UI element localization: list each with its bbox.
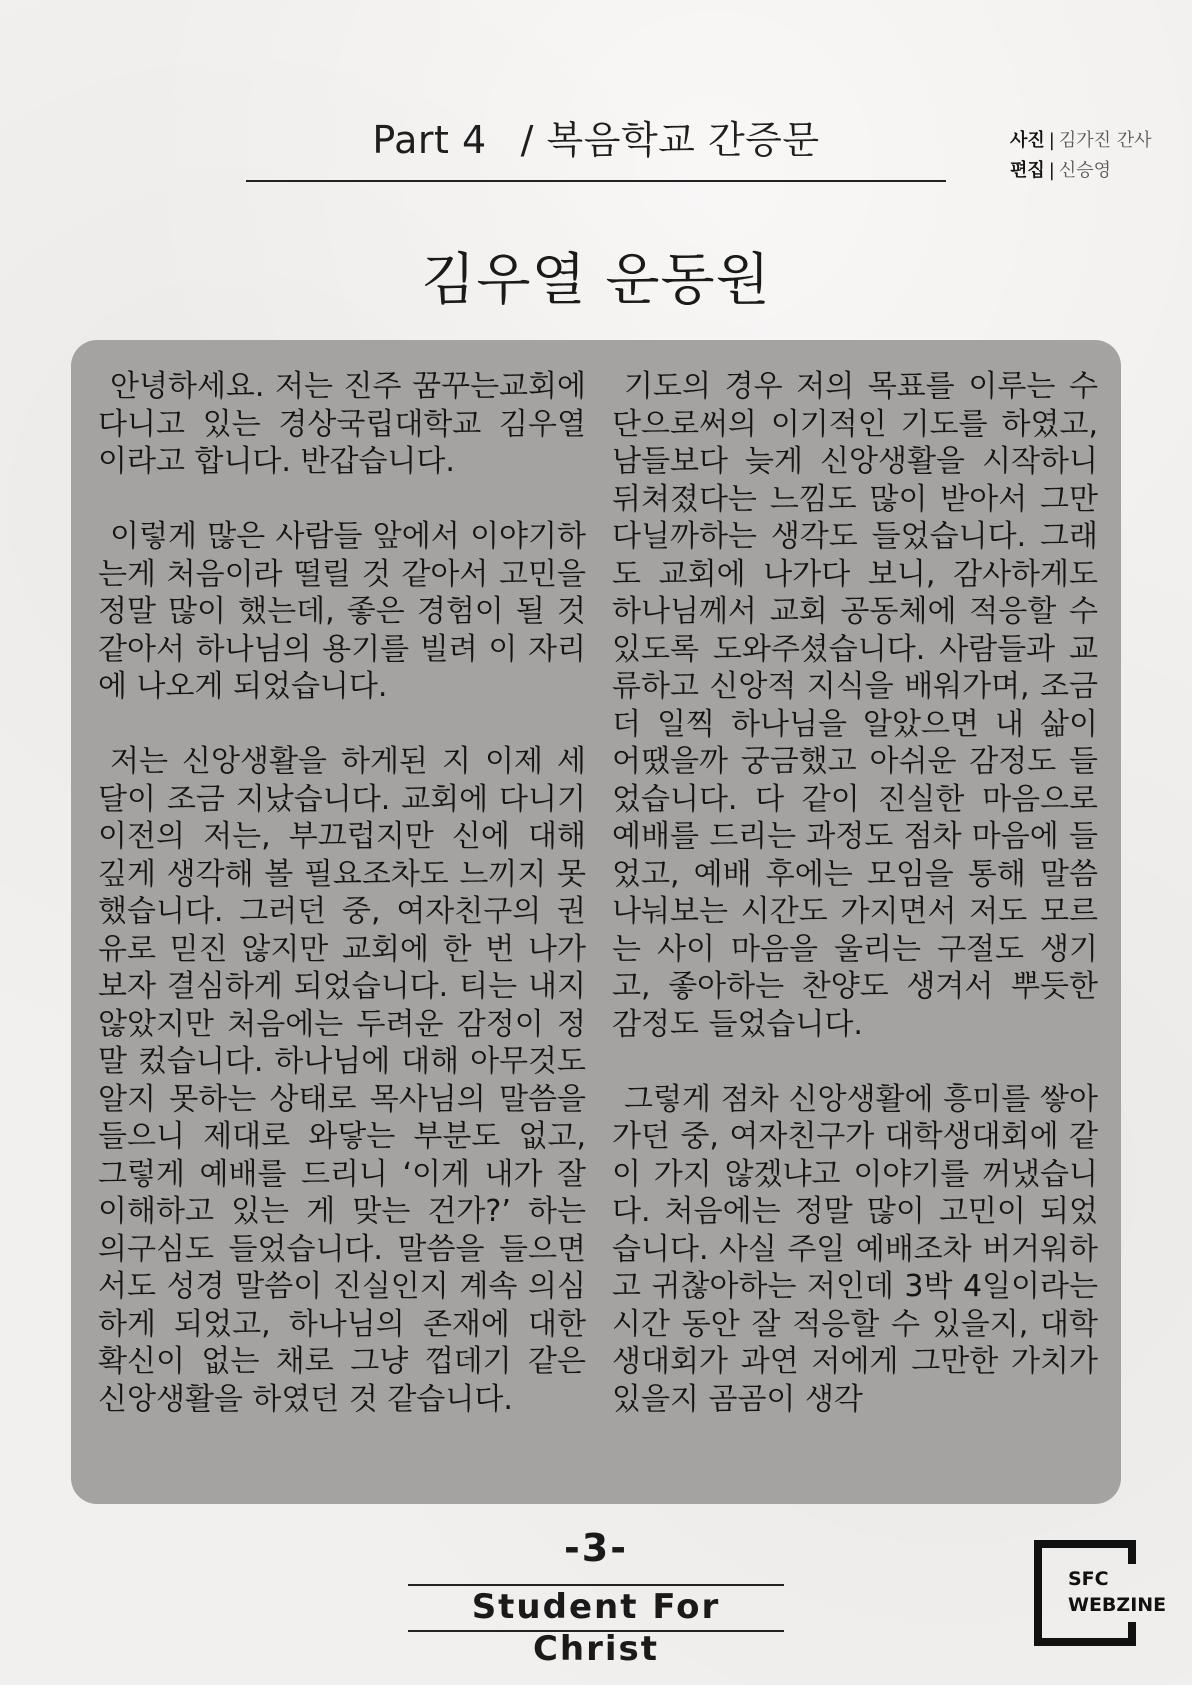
credits xyxy=(1010,126,1152,186)
credit-name: 김가진 간사 xyxy=(1058,130,1152,151)
section-heading xyxy=(246,112,946,168)
section-label: / 복음학교 간증문 xyxy=(520,118,820,162)
credit-role: 편집 xyxy=(1010,160,1045,181)
header-divider xyxy=(246,180,946,182)
logo-text xyxy=(1068,1566,1166,1618)
part-label: Part 4 xyxy=(372,118,487,162)
page-number: -3- xyxy=(564,1526,628,1570)
credit-editor xyxy=(1010,156,1152,186)
logo-line-webzine: WEBZINE xyxy=(1068,1594,1167,1616)
credit-name: 신승영 xyxy=(1058,160,1112,181)
credit-photo xyxy=(1010,126,1152,156)
body-paragraph: 이렇게 많은 사람들 앞에서 이야기하는게 처음이라 떨릴 것 같아서 고민을 정말 많이 했는데, 좋은 경험이 될 것 같아서 하나님의 용기를 빌려 이 자리에 나오게 되었습니다. xyxy=(98,519,586,704)
body-paragraph: 안녕하세요. 저는 진주 꿈꾸는교회에 다니고 있는 경상국립대학교 김우열이라고 합니다. 반갑습니다. xyxy=(98,369,586,479)
author-title: 김우열 운동원 xyxy=(421,248,771,313)
credit-separator: | xyxy=(1048,130,1055,151)
credit-separator: | xyxy=(1048,160,1055,181)
credit-role: 사진 xyxy=(1010,130,1045,151)
footer-brand: Student For Christ xyxy=(408,1584,784,1632)
left-column xyxy=(98,368,586,1418)
logo-line-sfc: SFC xyxy=(1068,1568,1109,1590)
body-paragraph: 기도의 경우 저의 목표를 이루는 수단으로써의 이기적인 기도를 하였고, 남들보다 늦게 신앙생활을 시작하니 뒤쳐졌다는 느낌도 많이 받아서 그만 다닐까하는 생각도 들었습니다. 그래도 교회에 나가다 보니, 감사하게도 하나님께서 교회 공동체에 적응할 수 있도록 도와주셨습니다. 사람들과 교류하고 신앙적 지식을 배워가며, 조금 더 일찍 하나님을 알았으면 내 삶이 어땠을까 궁금했고 아쉬운 감정도 들었습니다. 다 같이 진실한 마음으로 예배를 드리는 과정도 점차 마음에 들었고, 예배 후에는 모임을 통해 말씀 나눠보는 시간도 가지면서 저도 모르는 사이 마음을 울리는 구절도 생기고, 좋아하는 찬양도 생겨서 뿌듯한 감정도 들었습니다. xyxy=(612,369,1098,1042)
body-paragraph: 저는 신앙생활을 하게된 지 이제 세 달이 조금 지났습니다. 교회에 다니기 이전의 저는, 부끄럽지만 신에 대해 깊게 생각해 볼 필요조차도 느끼지 못했습니다. 그러던 중, 여자친구의 권유로 믿진 않지만 교회에 한 번 나가보자 결심하게 되었습니다. 티는 내지 않았지만 처음에는 두려운 감정이 정말 컸습니다. 하나님에 대해 아무것도 알지 못하는 상태로 목사님의 말씀을 들으니 제대로 와닿는 부분도 없고, 그렇게 예배를 드리니 ‘이게 내가 잘 이해하고 있는 게 맞는 건가?’ 하는 의구심도 들었습니다. 말씀을 들으면서도 성경 말씀이 진실인지 계속 의심하게 되었고, 하나님의 존재에 대한 확신이 없는 채로 그냥 껍데기 같은 신앙생활을 하였던 것 같습니다. xyxy=(98,744,586,1417)
body-paragraph: 그렇게 점차 신앙생활에 흥미를 쌓아가던 중, 여자친구가 대학생대회에 같이 가지 않겠냐고 이야기를 꺼냈습니다. 처음에는 정말 많이 고민이 되었습니다. 사실 주일 예배조차 버거워하고 귀찮아하는 저인데 3박 4일이라는 시간 동안 잘 적응할 수 있을지, 대학생대회가 과연 저에게 그만한 가치가 있을지 곰곰이 생각 xyxy=(612,1081,1098,1417)
right-column xyxy=(612,368,1098,1418)
